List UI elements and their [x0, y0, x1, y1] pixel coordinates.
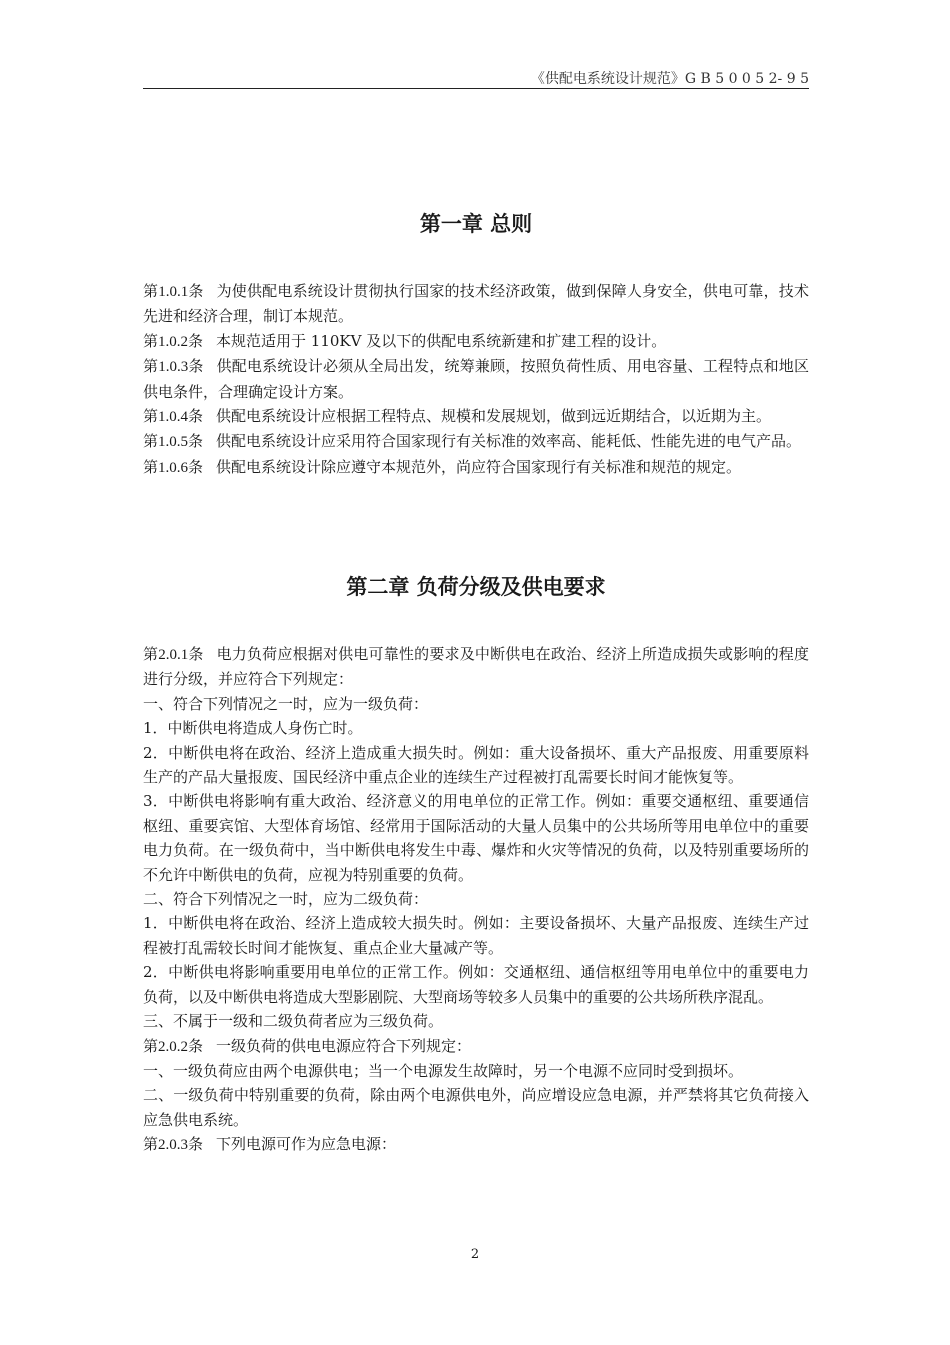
article-text: 供配电系统设计除应遵守本规范外，尚应符合国家现行有关标准和规范的规定。 — [216, 457, 742, 476]
list-item-text: 二、符合下列情况之一时，应为二级负荷： — [143, 890, 429, 909]
article-number: 第1.0.4条 — [143, 409, 204, 426]
chapter-1-body — [143, 279, 809, 480]
article-number: 第1.0.3条 — [143, 359, 204, 376]
article-number: 第2.0.3条 — [143, 1137, 204, 1154]
article-2-0-3 — [143, 1132, 809, 1157]
chapter-2-title: 第二章 负荷分级及供电要求 — [346, 575, 606, 599]
list-item-text: 一、符合下列情况之一时，应为一级负荷： — [143, 694, 429, 713]
article-1-0-1 — [143, 279, 809, 329]
article-1-0-6 — [143, 455, 809, 480]
list-item-text: 二、一级负荷中特别重要的负荷，除由两个电源供电外，尚应增设应急电源，并严禁将其它负荷接入应急供电系统。 — [143, 1086, 809, 1129]
article-number: 第1.0.6条 — [143, 459, 204, 476]
article-text: 为使供配电系统设计贯彻执行国家的技术经济政策，做到保障人身安全，供电可靠，技术先进和经济合理，制订本规范。 — [143, 282, 809, 326]
running-header: 《供配电系统设计规范》G B 5 0 0 5 2- 9 5 — [530, 71, 809, 87]
article-text: 供配电系统设计应根据工程特点、规模和发展规划，做到远近期结合，以近期为主。 — [216, 407, 772, 426]
article-1-0-2 — [143, 329, 809, 354]
list-item-text: 3．中断供电将影响有重大政治、经济意义的用电单位的正常工作。例如：重要交通枢纽、重要通信枢纽、重要宾馆、大型体育场馆、经常用于国际活动的大量人员集中的公共场所等用电单位中的重要电力负荷。在一级负荷中，当中断供电将发生中毒、爆炸和火灾等情况的负荷，以及特别重要场所的不允许中断供电的负荷，应视为特别重要的负荷。 — [143, 792, 809, 884]
article-text: 供配电系统设计必须从全局出发，统筹兼顾，按照负荷性质、用电容量、工程特点和地区供电条件，合理确定设计方案。 — [143, 357, 809, 401]
list-item — [143, 741, 809, 790]
list-item-text: 一、一级负荷应由两个电源供电；当一个电源发生故障时，另一个电源不应同时受到损坏。 — [143, 1061, 744, 1080]
list-item — [143, 911, 809, 960]
page-number: 2 — [470, 1247, 480, 1262]
article-1-0-3 — [143, 354, 809, 404]
list-item-text: 1．中断供电将在政治、经济上造成较大损失时。例如：主要设备损坏、大量产品报废、连续生产过程被打乱需较长时间才能恢复、重点企业大量减产等。 — [143, 914, 809, 957]
article-2-0-1 — [143, 642, 809, 692]
article-number: 第2.0.2条 — [143, 1038, 204, 1055]
article-text: 供配电系统设计应采用符合国家现行有关标准的效率高、能耗低、性能先进的电气产品。 — [216, 432, 802, 451]
list-item — [143, 692, 809, 716]
header-divider — [143, 88, 809, 89]
chapter-2-body — [143, 642, 809, 1158]
article-text: 下列电源可作为应急电源： — [216, 1135, 397, 1154]
article-number: 第1.0.2条 — [143, 333, 204, 350]
article-text: 电力负荷应根据对供电可靠性的要求及中断供电在政治、经济上所造成损失或影响的程度进行分级，并应符合下列规定： — [143, 645, 809, 689]
list-item-text: 2．中断供电将影响重要用电单位的正常工作。例如：交通枢纽、通信枢纽等用电单位中的重要电力负荷，以及中断供电将造成大型影剧院、大型商场等较多人员集中的重要的公共场所秩序混乱。 — [143, 963, 809, 1006]
chapter-1-title: 第一章 总则 — [419, 212, 533, 236]
article-number: 第1.0.5条 — [143, 434, 204, 451]
list-item — [143, 789, 809, 887]
article-number: 第2.0.1条 — [143, 647, 204, 663]
article-number: 第1.0.1条 — [143, 284, 204, 300]
article-1-0-4 — [143, 404, 809, 429]
list-item — [143, 1083, 809, 1132]
list-item — [143, 1059, 809, 1083]
list-item — [143, 1009, 809, 1033]
article-1-0-5 — [143, 429, 809, 454]
article-text: 本规范适用于 110KV 及以下的供配电系统新建和扩建工程的设计。 — [216, 331, 667, 350]
article-text: 一级负荷的供电电源应符合下列规定： — [216, 1036, 472, 1055]
list-item-text: 三、不属于一级和二级负荷者应为三级负荷。 — [143, 1012, 444, 1031]
article-2-0-2 — [143, 1034, 809, 1059]
list-item-text: 2．中断供电将在政治、经济上造成重大损失时。例如：重大设备损坏、重大产品报废、用重要原料生产的产品大量报废、国民经济中重点企业的连续生产过程被打乱需要长时间才能恢复等。 — [143, 743, 809, 787]
list-item — [143, 960, 809, 1009]
list-item-text: 1．中断供电将造成人身伤亡时。 — [143, 719, 363, 738]
list-item — [143, 887, 809, 911]
list-item — [143, 716, 809, 740]
